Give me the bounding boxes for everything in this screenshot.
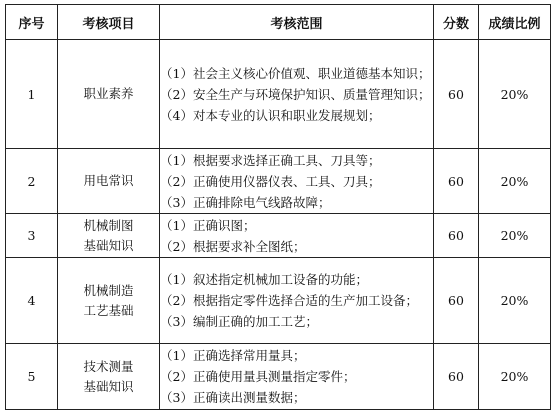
item-line: 工艺基础 [83, 302, 134, 318]
item-line: 基础知识 [83, 237, 134, 253]
scope-line: （3）编制正确的加工工艺； [160, 314, 318, 329]
header-item: 考核项目 [58, 5, 160, 40]
scope-line: （2）安全生产与环境保护知识、质量管理知识； [160, 86, 431, 102]
header-score: 分数 [434, 5, 479, 40]
item-line: 用电常识 [83, 173, 134, 188]
row-score: 60 [434, 149, 479, 214]
row-score: 60 [434, 40, 479, 149]
scope-line: （1）根据要求选择正确工具、刀具等； [160, 152, 381, 168]
scope-line: （2）根据指定零件选择合适的生产加工设备； [160, 293, 418, 308]
row-no: 2 [6, 149, 58, 214]
scope-line: （3）正确排除电气线路故障； [160, 194, 331, 210]
assessment-table [5, 4, 551, 410]
header-row [6, 5, 551, 40]
row-no: 4 [6, 258, 58, 344]
row-item [58, 344, 160, 410]
row-ratio: 20% [479, 40, 551, 149]
row-scope [160, 40, 434, 149]
row-no: 1 [6, 40, 58, 149]
item-line: 职业素养 [83, 86, 134, 101]
scope-line: （1）正确选择常用量具； [160, 348, 306, 363]
row-score: 60 [434, 258, 479, 344]
item-line: 技术测量 [83, 358, 134, 374]
item-line: 机械制造 [83, 282, 134, 298]
scope-line: （1）正确识图； [160, 217, 256, 233]
scope-line: （1）社会主义核心价值观、职业道德基本知识； [160, 65, 431, 81]
scope-line: （1）叙述指定机械加工设备的功能； [160, 272, 368, 287]
row-item [58, 214, 160, 258]
row-score: 60 [434, 214, 479, 258]
row-ratio: 20% [479, 214, 551, 258]
row-no: 3 [6, 214, 58, 258]
table-row [6, 40, 551, 149]
scope-line: （2）正确使用仪器仪表、工具、刀具； [160, 173, 381, 189]
row-ratio: 20% [479, 344, 551, 410]
row-score: 60 [434, 344, 479, 410]
row-scope [160, 149, 434, 214]
table-row [6, 149, 551, 214]
scope-line: （3）正确读出测量数据； [160, 390, 306, 405]
table-row [6, 258, 551, 344]
row-scope [160, 214, 434, 258]
row-item [58, 40, 160, 149]
header-no: 序号 [6, 5, 58, 40]
table-row [6, 344, 551, 410]
item-line: 基础知识 [83, 378, 134, 394]
header-ratio: 成绩比例 [479, 5, 551, 40]
row-item [58, 149, 160, 214]
item-line: 机械制图 [83, 217, 134, 233]
scope-line: （2）根据要求补全图纸； [160, 238, 306, 254]
row-item [58, 258, 160, 344]
header-scope: 考核范围 [160, 5, 434, 40]
table-row [6, 214, 551, 258]
row-ratio: 20% [479, 258, 551, 344]
row-scope [160, 258, 434, 344]
scope-line: （2）正确使用量具测量指定零件； [160, 369, 356, 384]
scope-line: （4）对本专业的认识和职业发展规划； [160, 107, 381, 123]
row-ratio: 20% [479, 149, 551, 214]
row-scope [160, 344, 434, 410]
row-no: 5 [6, 344, 58, 410]
